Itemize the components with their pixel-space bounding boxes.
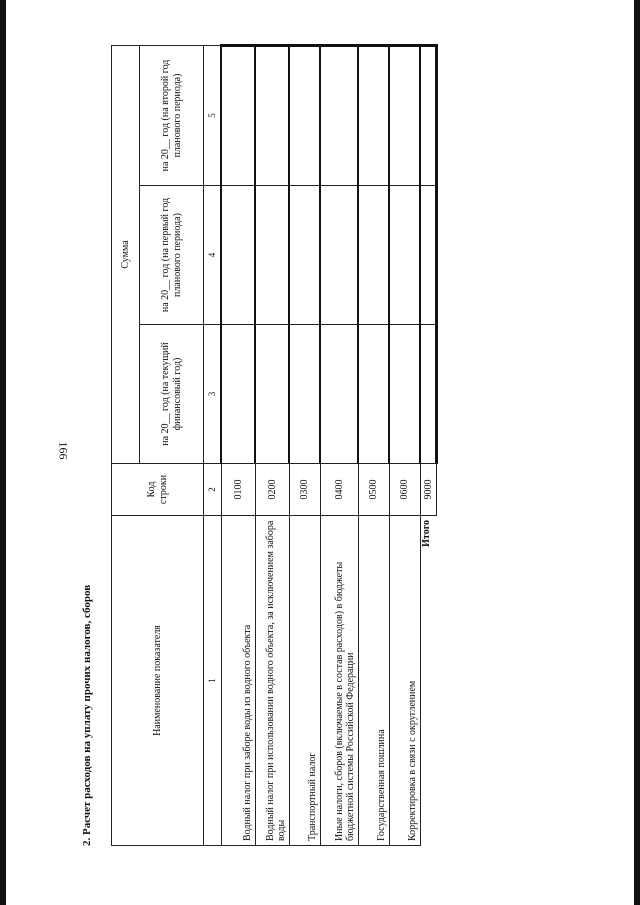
header-col4: на 20__ год (на первый год планового периода) (140, 186, 204, 325)
value-cell (289, 45, 320, 185)
value-cell (358, 186, 389, 325)
total-label: Итого (420, 520, 432, 547)
row-name: Корректировка в связи с округлением (389, 516, 420, 846)
value-cell (255, 325, 289, 464)
row-name: Государственная пошлина (358, 516, 389, 846)
rotated-table-sheet (81, 46, 434, 846)
value-cell (389, 186, 420, 325)
value-cell (255, 45, 289, 185)
value-cell (289, 186, 320, 325)
header-col3: на 20__ год (на текущий финансовый год) (140, 325, 204, 464)
table-row (358, 45, 389, 845)
column-number: 4 (204, 186, 222, 325)
column-number: 2 (204, 464, 222, 516)
total-row (420, 45, 436, 845)
row-code: 0600 (389, 464, 420, 516)
value-cell (389, 45, 420, 185)
table-row (389, 45, 420, 845)
table-row (255, 45, 289, 845)
expenses-table (111, 44, 438, 846)
total-code: 9000 (420, 464, 436, 516)
row-name: Иные налоги, сборов (включаемые в состав расходов) в бюджеты бюджетной системы Российской Федерации (320, 516, 358, 846)
column-number: 5 (204, 45, 222, 185)
total-value-cell (420, 45, 436, 185)
value-cell (358, 325, 389, 464)
value-cell (289, 325, 320, 464)
row-code: 0400 (320, 464, 358, 516)
row-code: 0200 (255, 464, 289, 516)
value-cell (389, 325, 420, 464)
value-cell (320, 186, 358, 325)
column-number: 3 (204, 325, 222, 464)
table-row (221, 45, 255, 845)
total-value-cell (420, 186, 436, 325)
value-cell (358, 45, 389, 185)
column-number: 1 (204, 516, 222, 846)
total-value-cell (420, 325, 436, 464)
row-name: Водный налог при заборе воды из водного объекта (221, 516, 255, 846)
row-name: Водный налог при использовании водного объекта, за исключением забора воды (255, 516, 289, 846)
row-code: 0300 (289, 464, 320, 516)
value-cell (320, 325, 358, 464)
section-title: 2. Расчет расходов на уплату прочих налогов, сборов (81, 584, 93, 846)
row-code: 0500 (358, 464, 389, 516)
page-number: 166 (56, 441, 71, 460)
value-cell (221, 45, 255, 185)
value-cell (255, 186, 289, 325)
header-col5: на 20__ год (на второй год планового периода) (140, 45, 204, 185)
value-cell (320, 45, 358, 185)
header-name: Наименование показателя (112, 516, 204, 846)
table-row (320, 45, 358, 845)
table-row (289, 45, 320, 845)
header-sum: Сумма (112, 45, 140, 463)
header-code: Код строки (112, 464, 204, 516)
row-name: Транспортный налог (289, 516, 320, 846)
value-cell (221, 186, 255, 325)
value-cell (221, 325, 255, 464)
row-code: 0100 (221, 464, 255, 516)
